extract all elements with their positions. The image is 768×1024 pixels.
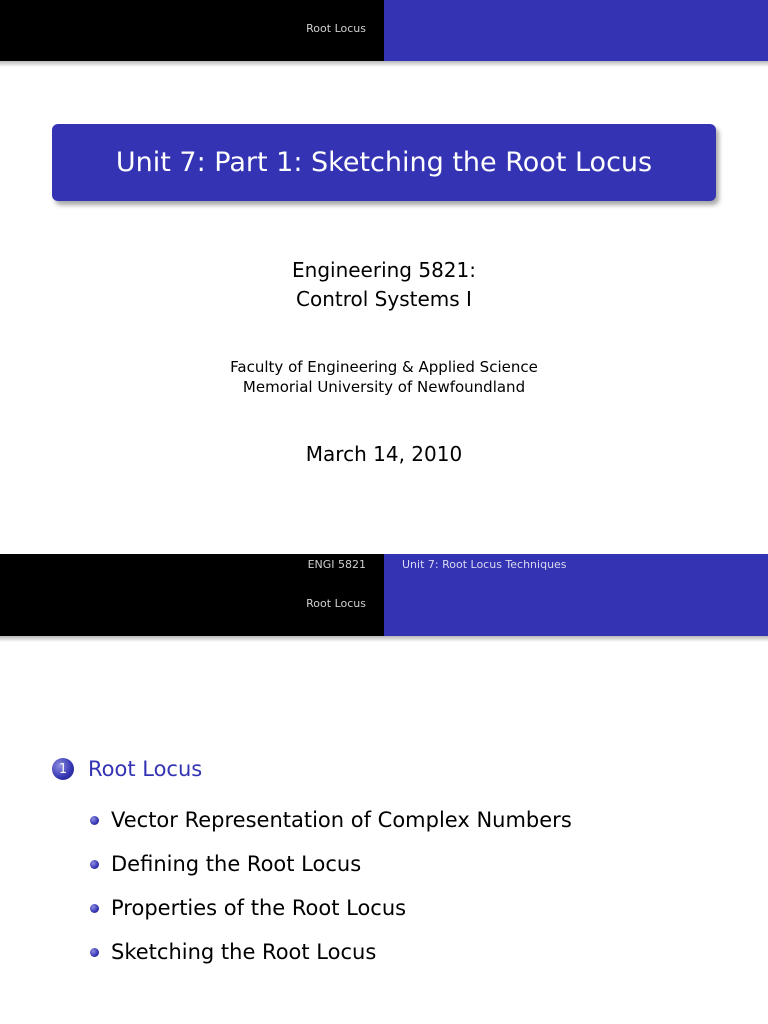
toc-subsection-item[interactable] (90, 930, 572, 974)
header-right-panel (384, 0, 768, 61)
institute-line-1: Faculty of Engineering & Applied Science (230, 358, 538, 376)
unit-title[interactable]: Unit 7: Root Locus Techniques (402, 558, 567, 571)
bullet-icon (90, 816, 99, 825)
toc-subsection-item[interactable] (90, 886, 572, 930)
header-shadow-2 (0, 636, 768, 642)
institute (0, 357, 768, 397)
bullet-icon (90, 948, 99, 957)
header-section-label[interactable]: Root Locus (306, 22, 366, 35)
short-title[interactable]: ENGI 5821 (307, 558, 366, 571)
toc-section-1[interactable] (52, 757, 202, 781)
toc-subsection-label[interactable]: Properties of the Root Locus (111, 896, 407, 920)
section-number-ball: 1 (52, 758, 74, 780)
header-right-panel-2 (384, 554, 768, 636)
slide-title: Unit 7: Part 1: Sketching the Root Locus (115, 147, 653, 178)
header-section-label-2[interactable]: Root Locus (306, 597, 366, 610)
bullet-icon (90, 904, 99, 913)
institute-line-2: Memorial University of Newfoundland (242, 378, 526, 396)
toc-subsection-item[interactable] (90, 842, 572, 886)
subtitle-line-1: Engineering 5821: (292, 258, 476, 282)
slide1-header-band (0, 0, 768, 61)
toc-subsection-label[interactable]: Defining the Root Locus (111, 852, 362, 876)
bullet-icon (90, 860, 99, 869)
subtitle-line-2: Control Systems I (296, 287, 472, 311)
toc-subsection-label[interactable]: Vector Representation of Complex Numbers (111, 808, 572, 832)
header-left-panel (0, 0, 384, 61)
slide-title-box (52, 124, 716, 201)
slide2-header-band (0, 554, 768, 636)
header-left-panel-2 (0, 554, 384, 636)
toc-subsection-list (90, 798, 572, 974)
subtitle (0, 256, 768, 314)
toc-subsection-item[interactable] (90, 798, 572, 842)
toc-subsection-label[interactable]: Sketching the Root Locus (111, 940, 377, 964)
toc-section-label[interactable]: Root Locus (88, 757, 203, 781)
header-shadow (0, 61, 768, 67)
presentation-date: March 14, 2010 (305, 442, 463, 466)
